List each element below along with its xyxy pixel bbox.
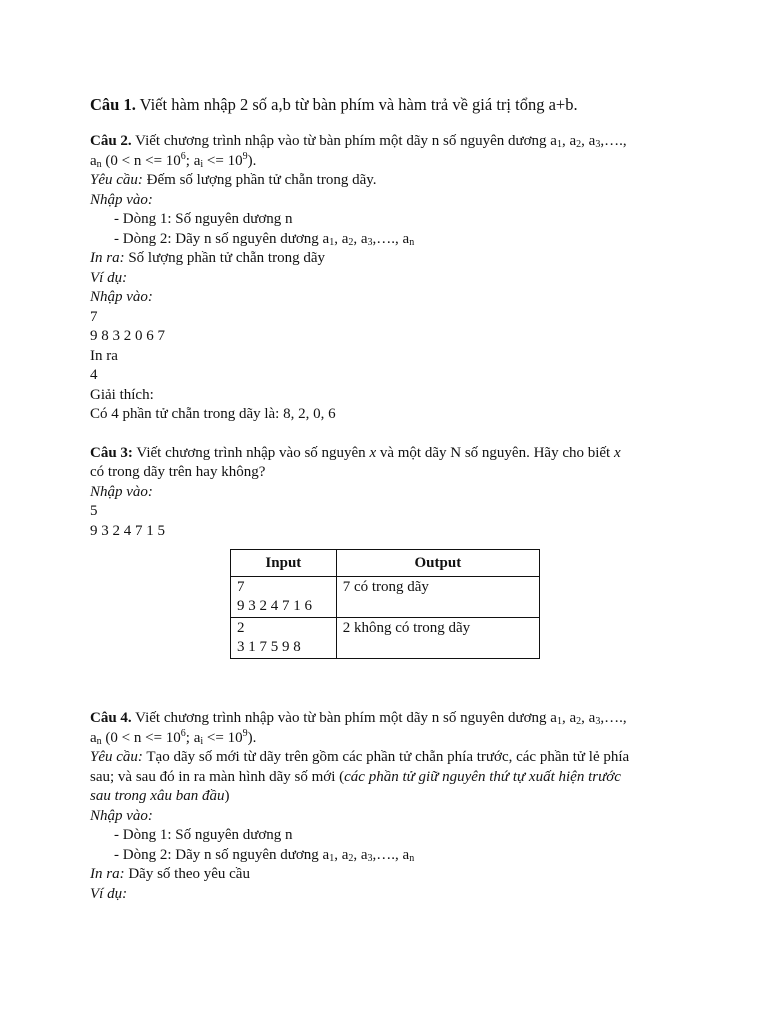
question-4-line-1: Câu 4. Viết chương trình nhập vào từ bàn phím một dãy n số nguyên dương $a_1$, $a_2$, $a_3,\dots$., (90, 710, 627, 727)
question-3-label: Câu 3: (90, 444, 133, 461)
question-2-line-1: Câu 2. Viết chương trình nhập vào từ bàn phím một dãy n số nguyên dương $a_1$, $a_2$, $a_3,\dots$., (90, 133, 627, 150)
question-4-requirement-line-2: sau; và sau đó in ra màn hình dãy số mới (các phần tử giữ nguyên thứ tự xuất hiện trước (90, 768, 621, 785)
io-table-cell-output: 7 có trong dãy (336, 577, 539, 618)
question-4-input-line-1: - Dòng 1: Số nguyên dương n (114, 827, 293, 843)
io-table-header-row (231, 550, 540, 577)
question-4-input-label: Nhập vào: (90, 807, 153, 824)
table-row (231, 577, 540, 618)
table-row (231, 618, 540, 659)
question-3-example-n: 5 (90, 503, 98, 519)
question-2-example-input-label: Nhập vào: (90, 289, 153, 305)
question-4-input-line-2: - Dòng 2: Dãy n số nguyên dương $a_1$, $a_2$, $a_3,\dots$., $a_n$ (114, 846, 415, 864)
question-1-label: Câu 1. (90, 95, 136, 114)
io-table-cell-input: 2 3 1 7 5 9 8 (231, 618, 337, 659)
io-table-header-input: Input (231, 550, 337, 577)
question-2-example-output: 4 (90, 367, 98, 383)
question-2-input-line-2: - Dòng 2: Dãy n số nguyên dương $a_1$, $a_2$, $a_3,\dots$., $a_n$ (114, 230, 415, 248)
question-2-output: In ra: Số lượng phần tử chẵn trong dãy (90, 250, 325, 266)
question-1 (90, 94, 690, 116)
question-4-requirement-line-1: Yêu cầu: Tạo dãy số mới từ dãy trên gồm các phần tử chẵn phía trước, các phần tử lẻ phía (90, 749, 630, 765)
question-2-input-label: Nhập vào: (90, 191, 153, 208)
io-table-cell-output: 2 không có trong dãy (336, 618, 539, 659)
question-2-line-2: $a_n$ ($0 < n <= 10^6$; $a_i <= 10^9$). (90, 150, 257, 170)
question-4-requirement-line-3: sau trong xâu ban đầu) (90, 788, 230, 804)
document-page (90, 94, 690, 904)
question-1-text: Viết hàm nhập 2 số a,b từ bàn phím và hàm trả về giá trị tổng a+b. (135, 95, 578, 114)
question-3-input-label: Nhập vào: (90, 483, 153, 500)
io-table (230, 549, 540, 659)
question-3-line-1: Câu 3: Viết chương trình nhập vào số nguyên x và một dãy N số nguyên. Hãy cho biết x (90, 444, 621, 461)
question-2-explain-text: Có 4 phần tử chẵn trong dãy là: 8, 2, 0, 6 (90, 406, 336, 422)
question-2-example-n: 7 (90, 308, 98, 325)
question-2-label: Câu 2. (90, 133, 132, 149)
question-2-explain-label: Giải thích: (90, 386, 154, 403)
question-4-line-2: $a_n$ ($0 < n <= 10^6$; $a_i <= 10^9$). (90, 727, 257, 747)
io-table-cell-input: 7 9 3 2 4 7 1 6 (231, 577, 337, 618)
question-4-example-label: Ví dụ: (90, 885, 128, 902)
question-2-example-output-label: In ra (90, 347, 118, 364)
question-2-requirement: Yêu cầu: Đếm số lượng phần tử chẵn trong dãy. (90, 172, 377, 188)
question-2-example-label: Ví dụ: (90, 269, 128, 286)
question-3-line-2: có trong dãy trên hay không? (90, 464, 266, 480)
question-2-example-sequence: 9 8 3 2 0 6 7 (90, 328, 165, 344)
question-3-example-sequence: 9 3 2 4 7 1 5 (90, 522, 165, 539)
question-4-label: Câu 4. (90, 710, 132, 726)
question-4-output: In ra: Dãy số theo yêu cầu (90, 866, 250, 882)
io-table-header-output: Output (336, 550, 539, 577)
question-2-input-line-1: - Dòng 1: Số nguyên dương n (114, 211, 293, 227)
